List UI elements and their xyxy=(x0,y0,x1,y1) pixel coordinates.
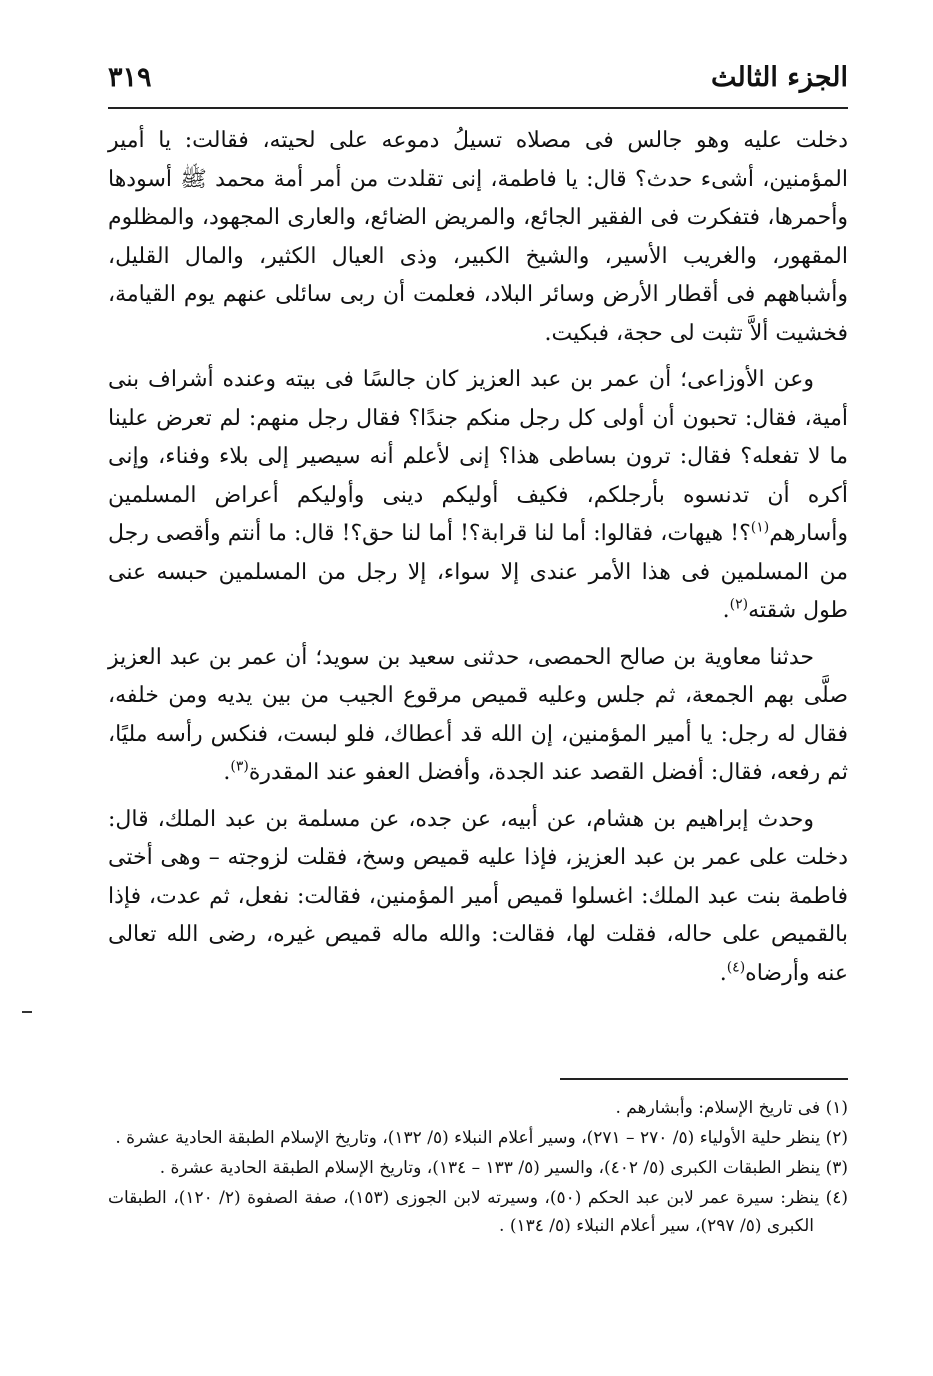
paragraph xyxy=(108,122,848,353)
paragraph xyxy=(108,801,848,994)
footnote-ref[interactable]: (١) xyxy=(750,519,770,536)
period: . xyxy=(719,960,727,986)
paragraph-text: حدثنا معاوية بن صالح الحمصى، حدثنى سعيد بن سويد؛ أن عمر بن عبد العزيز صلَّى بهم الجمعة، ثم جلس وعليه قميص مرقوع الجيب من بين يديه ومن خلفه، فقال له رجل: يا أمير المؤمنين، إن الله قد أعطاك، فلو لبست، فنكس رأسه مليًا، ثم رفعه، فقال: أفضل القصد عند الجدة، وأفضل العفو عند المقدرة xyxy=(108,644,848,785)
footnote: (٢) ينظر حلية الأولياء (٥/ ٢٧٠ – ٢٧١)، وسير أعلام النبلاء (٥/ ١٣٢)، وتاريخ الإسلام الطبقة الحادية عشرة . xyxy=(115,1128,848,1148)
footnote: (٣) ينظر الطبقات الكبرى (٥/ ٤٠٢)، والسير (٥/ ١٣٣ – ١٣٤)، وتاريخ الإسلام الطبقة الحادية عشرة . xyxy=(159,1158,848,1178)
paragraph-text: وعن الأوزاعى؛ أن عمر بن عبد العزيز كان جالسًا فى بيته وعنده أشراف بنى أمية، فقال: تحبون أن أولى كل رجل منكم جندًا؟ فقال رجل منهم: لم تعرض علينا ما لا تفعله؟ فقال: ترون بساطى هذا؟ إنى لأعلم أنه سيصير إلى بلاء وفناء، وإنى أكره أن تدنسوه بأرجلكم، فكيف أوليكم دينى وأوليكم أعراض المسلمين وأسارهم xyxy=(108,367,848,546)
main-text xyxy=(108,122,848,993)
footnote-ref[interactable]: (٢) xyxy=(729,596,749,613)
period: . xyxy=(223,760,231,785)
footnote-ref[interactable]: (٤) xyxy=(726,959,746,976)
page-header xyxy=(108,62,848,102)
paragraph-text: ؟! هيهات، فقالوا: أما لنا قرابة؟! أما لنا حق؟! قال: ما أنتم وأقصى رجل من المسلمين فى هذا الأمر عندى إلا سواء، إلا رجل من المسلمين حبسه عنى طول شقته xyxy=(108,521,848,623)
footnotes xyxy=(108,1094,848,1242)
header-rule xyxy=(108,107,848,109)
period: . xyxy=(722,598,730,623)
paragraph-text: دخلت عليه وهو جالس فى مصلاه تسيلُ دموعه على لحيته، فقالت: يا أمير المؤمنين، أشىء حدث؟ قال: يا فاطمة، إنى تقلدت من أمر أمة محمد ﷺ أسودها وأحمرها، فتفكرت فى الفقير الجائع، والمريض الضائع، والعارى المجهود، والمظلوم المقهور، والغريب الأسير، والشيخ الكبير، وذى العيال الكثير، والمال القليل، وأشباههم فى أقطار الأرض وسائر البلاد، فعلمت أن ربى سائلى عنهم يوم القيامة، فخشيت ألاَّ تثبت لى حجة، فبكيت. xyxy=(108,128,848,346)
page-number: ٣١٩ xyxy=(108,62,152,93)
paragraph xyxy=(108,361,848,631)
footnote-rule xyxy=(560,1078,848,1080)
running-title: الجزء الثالث xyxy=(711,62,848,93)
footnote: (١) فى تاريخ الإسلام: وأبشارهم . xyxy=(615,1098,848,1118)
margin-mark xyxy=(22,1011,32,1013)
footnote-ref[interactable]: (٣) xyxy=(230,758,249,775)
paragraph-text: وحدث إبراهيم بن هشام، عن أبيه، عن جده، عن مسلمة بن عبد الملك، قال: دخلت على عمر بن عبد العزيز، فإذا عليه قميص وسخ، فقلت لزوجته – وهى أختى فاطمة بنت عبد الملك: اغسلوا قميص أمير المؤمنين، فقالت: نفعل، ثم عدت، فإذا بالقميص على حاله، فقلت لها، فقالت: والله ماله قميص غيره، رضى الله تعالى عنه وأرضاه xyxy=(108,806,848,986)
paragraph xyxy=(108,639,848,793)
footnote: (٤) ينظر: سيرة عمر لابن عبد الحكم (٥٠)، وسيرته لابن الجوزى (١٥٣)، صفة الصفوة (٢/ ١٢٠)، الطبقات الكبرى (٥/ ٢٩٧)، سير أعلام النبلاء (٥/ ١٣٤) . xyxy=(108,1188,848,1236)
